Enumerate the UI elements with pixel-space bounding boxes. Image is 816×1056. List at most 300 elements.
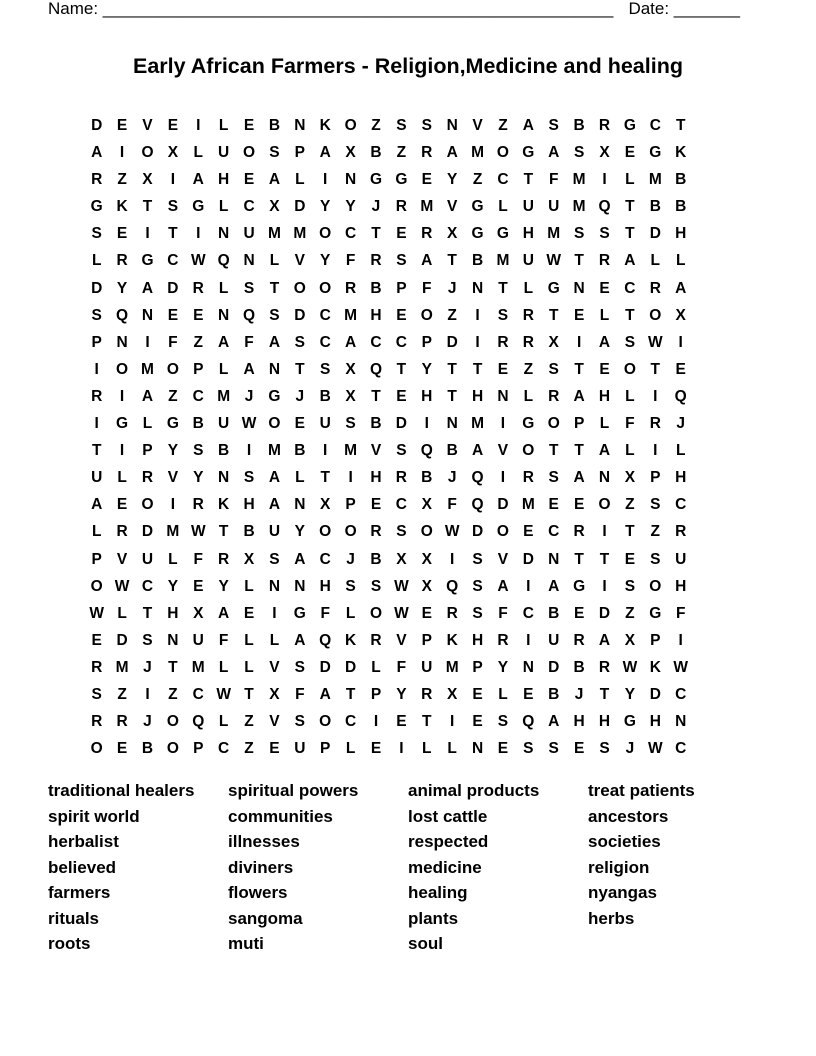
grid-letter[interactable]: X	[269, 198, 280, 216]
grid-letter[interactable]: T	[599, 685, 610, 703]
grid-letter[interactable]: G	[649, 604, 662, 622]
grid-letter[interactable]: O	[598, 496, 611, 514]
grid-letter[interactable]: X	[421, 577, 432, 595]
grid-letter[interactable]: A	[268, 469, 281, 487]
grid-letter[interactable]: F	[548, 171, 559, 189]
grid-letter[interactable]: S	[294, 658, 305, 676]
grid-letter[interactable]: W	[216, 685, 231, 703]
grid-letter[interactable]: M	[445, 658, 459, 676]
grid-letter[interactable]: A	[573, 387, 585, 405]
grid-letter[interactable]: H	[598, 387, 611, 405]
grid-letter[interactable]: C	[345, 713, 357, 731]
grid-letter[interactable]: Z	[650, 523, 661, 541]
grid-letter[interactable]: Q	[369, 360, 383, 378]
grid-letter[interactable]: K	[675, 144, 687, 162]
grid-letter[interactable]: H	[675, 225, 687, 243]
grid-letter[interactable]: T	[142, 604, 153, 622]
grid-letter[interactable]: B	[218, 442, 230, 460]
grid-letter[interactable]: T	[371, 387, 381, 405]
grid-letter[interactable]: B	[192, 415, 204, 433]
grid-letter[interactable]: L	[244, 631, 254, 649]
grid-letter[interactable]: R	[421, 685, 433, 703]
grid-letter[interactable]: F	[675, 604, 686, 622]
grid-letter[interactable]: T	[295, 360, 305, 378]
grid-letter[interactable]: K	[116, 198, 128, 216]
grid-letter[interactable]: V	[116, 550, 128, 568]
grid-letter[interactable]: R	[192, 496, 204, 514]
grid-letter[interactable]: R	[649, 415, 661, 433]
grid-letter[interactable]: E	[573, 604, 585, 622]
grid-letter[interactable]: D	[294, 198, 306, 216]
grid-letter[interactable]: J	[143, 658, 152, 676]
grid-letter[interactable]: P	[396, 279, 407, 297]
grid-letter[interactable]: M	[547, 225, 561, 243]
grid-letter[interactable]: L	[193, 144, 203, 162]
grid-letter[interactable]: R	[116, 713, 128, 731]
grid-letter[interactable]: L	[244, 658, 254, 676]
grid-letter[interactable]: Y	[193, 469, 204, 487]
grid-letter[interactable]: H	[471, 387, 484, 405]
grid-letter[interactable]: W	[114, 577, 130, 595]
grid-letter[interactable]: E	[523, 523, 534, 541]
grid-letter[interactable]: X	[548, 333, 559, 351]
grid-letter[interactable]: S	[472, 550, 483, 568]
grid-letter[interactable]: Y	[320, 198, 331, 216]
grid-letter[interactable]: A	[675, 279, 687, 297]
grid-letter[interactable]: X	[396, 550, 407, 568]
grid-letter[interactable]: E	[243, 604, 255, 622]
grid-letter[interactable]: C	[370, 333, 382, 351]
grid-letter[interactable]: S	[345, 415, 356, 433]
grid-letter[interactable]: V	[269, 713, 280, 731]
grid-letter[interactable]: R	[91, 658, 103, 676]
grid-letter[interactable]: O	[319, 713, 332, 731]
grid-letter[interactable]: Q	[522, 713, 535, 731]
grid-letter[interactable]: U	[421, 658, 433, 676]
grid-letter[interactable]: B	[370, 550, 382, 568]
grid-letter[interactable]: Y	[320, 252, 331, 270]
grid-letter[interactable]: O	[166, 740, 179, 758]
grid-letter[interactable]: A	[548, 144, 560, 162]
grid-letter[interactable]: A	[624, 252, 636, 270]
grid-letter[interactable]: H	[573, 713, 585, 731]
grid-letter[interactable]: P	[320, 740, 331, 758]
grid-letter[interactable]: C	[319, 306, 331, 324]
grid-letter[interactable]: O	[90, 740, 103, 758]
grid-letter[interactable]: Z	[168, 685, 178, 703]
grid-letter[interactable]: T	[168, 658, 178, 676]
grid-letter[interactable]: H	[471, 631, 484, 649]
grid-letter[interactable]: R	[649, 279, 661, 297]
grid-letter[interactable]: R	[395, 198, 407, 216]
grid-letter[interactable]: Q	[217, 252, 230, 270]
grid-letter[interactable]: L	[498, 198, 508, 216]
grid-letter[interactable]: L	[218, 198, 229, 216]
grid-letter[interactable]: D	[91, 279, 103, 297]
grid-letter[interactable]: S	[269, 144, 280, 162]
grid-letter[interactable]: L	[91, 523, 102, 541]
grid-letter[interactable]: O	[268, 415, 281, 433]
grid-letter[interactable]: I	[323, 442, 328, 460]
grid-letter[interactable]: C	[192, 387, 204, 405]
grid-letter[interactable]: I	[94, 360, 99, 378]
grid-letter[interactable]: A	[471, 442, 484, 460]
grid-letter[interactable]: V	[472, 117, 483, 134]
grid-letter[interactable]: Z	[625, 604, 635, 622]
grid-letter[interactable]: I	[526, 631, 531, 649]
grid-letter[interactable]: E	[243, 171, 255, 189]
grid-letter[interactable]: Z	[244, 713, 254, 731]
grid-letter[interactable]: Y	[421, 360, 432, 378]
grid-letter[interactable]: C	[649, 117, 661, 134]
grid-letter[interactable]: T	[91, 442, 102, 460]
grid-letter[interactable]: S	[599, 225, 610, 243]
grid-letter[interactable]: S	[396, 252, 407, 270]
grid-letter[interactable]: A	[141, 387, 154, 405]
grid-letter[interactable]: P	[91, 550, 102, 568]
grid-letter[interactable]: J	[244, 387, 254, 405]
grid-letter[interactable]: T	[447, 360, 457, 378]
grid-letter[interactable]: H	[421, 387, 433, 405]
grid-letter[interactable]: Z	[625, 496, 635, 514]
grid-letter[interactable]: N	[598, 469, 611, 487]
grid-letter[interactable]: Q	[471, 496, 484, 514]
grid-letter[interactable]: I	[526, 577, 531, 595]
grid-letter[interactable]: O	[369, 604, 383, 622]
grid-letter[interactable]: I	[500, 415, 506, 433]
grid-letter[interactable]: E	[573, 496, 585, 514]
grid-letter[interactable]: K	[649, 658, 661, 676]
grid-letter[interactable]: H	[649, 713, 661, 731]
grid-letter[interactable]: F	[447, 496, 457, 514]
grid-letter[interactable]: V	[497, 442, 509, 460]
grid-letter[interactable]: T	[599, 550, 610, 568]
grid-letter[interactable]: I	[424, 415, 429, 433]
grid-letter[interactable]: T	[548, 442, 559, 460]
grid-letter[interactable]: Z	[117, 685, 127, 703]
grid-letter[interactable]: V	[446, 198, 458, 216]
grid-letter[interactable]: N	[675, 713, 687, 731]
grid-letter[interactable]: D	[471, 523, 484, 541]
grid-letter[interactable]: V	[370, 442, 382, 460]
grid-letter[interactable]: X	[167, 144, 179, 162]
grid-letter[interactable]: I	[653, 442, 658, 460]
grid-letter[interactable]: S	[548, 740, 559, 758]
grid-letter[interactable]: L	[599, 415, 610, 433]
grid-letter[interactable]: J	[143, 713, 152, 731]
grid-letter[interactable]: D	[91, 117, 103, 134]
grid-letter[interactable]: T	[320, 469, 330, 487]
grid-letter[interactable]: L	[269, 252, 280, 270]
grid-letter[interactable]: T	[168, 225, 178, 243]
grid-letter[interactable]: P	[421, 631, 432, 649]
grid-letter[interactable]: D	[522, 550, 534, 568]
grid-letter[interactable]: U	[91, 469, 103, 487]
grid-letter[interactable]: H	[167, 604, 179, 622]
grid-letter[interactable]: O	[166, 360, 179, 378]
grid-letter[interactable]: P	[650, 631, 661, 649]
grid-letter[interactable]: A	[268, 333, 281, 351]
grid-letter[interactable]: X	[142, 171, 153, 189]
grid-letter[interactable]: E	[497, 360, 509, 378]
grid-letter[interactable]: R	[141, 469, 154, 487]
grid-letter[interactable]: H	[522, 225, 534, 243]
grid-letter[interactable]: X	[446, 225, 458, 243]
grid-letter[interactable]: S	[421, 117, 432, 134]
grid-letter[interactable]: H	[243, 496, 255, 514]
grid-letter[interactable]: S	[396, 442, 407, 460]
grid-letter[interactable]: H	[598, 713, 611, 731]
grid-letter[interactable]: G	[268, 387, 281, 405]
grid-letter[interactable]: A	[446, 144, 458, 162]
grid-letter[interactable]: M	[191, 658, 205, 676]
grid-letter[interactable]: P	[421, 333, 432, 351]
grid-letter[interactable]: M	[166, 523, 180, 541]
grid-letter[interactable]: N	[471, 279, 484, 297]
grid-letter[interactable]: T	[142, 198, 153, 216]
grid-letter[interactable]: O	[319, 225, 332, 243]
grid-letter[interactable]: P	[573, 415, 585, 433]
grid-letter[interactable]: A	[497, 577, 509, 595]
grid-letter[interactable]: E	[91, 631, 102, 649]
grid-letter[interactable]: R	[446, 604, 458, 622]
grid-letter[interactable]: K	[218, 496, 230, 514]
grid-letter[interactable]: L	[523, 387, 534, 405]
grid-letter[interactable]: J	[447, 469, 457, 487]
grid-letter[interactable]: V	[142, 117, 153, 134]
grid-letter[interactable]: O	[623, 360, 636, 378]
grid-letter[interactable]: L	[498, 685, 508, 703]
grid-letter[interactable]: A	[268, 171, 281, 189]
grid-letter[interactable]: N	[218, 306, 230, 324]
grid-letter[interactable]: Y	[345, 198, 356, 216]
grid-letter[interactable]: C	[319, 333, 331, 351]
grid-letter[interactable]: G	[141, 252, 154, 270]
grid-letter[interactable]: M	[267, 442, 281, 460]
grid-letter[interactable]: Y	[218, 577, 229, 595]
grid-letter[interactable]: O	[420, 306, 433, 324]
grid-letter[interactable]: Y	[294, 523, 305, 541]
grid-letter[interactable]: P	[345, 496, 356, 514]
grid-letter[interactable]: G	[649, 144, 662, 162]
grid-letter[interactable]: T	[218, 523, 229, 541]
grid-letter[interactable]: S	[269, 306, 280, 324]
grid-letter[interactable]: S	[142, 631, 153, 649]
grid-letter[interactable]: R	[497, 333, 509, 351]
grid-letter[interactable]: W	[673, 658, 688, 676]
grid-letter[interactable]: C	[218, 740, 230, 758]
grid-letter[interactable]: W	[241, 415, 257, 433]
grid-letter[interactable]: U	[141, 550, 154, 568]
grid-letter[interactable]: A	[598, 333, 611, 351]
grid-letter[interactable]: I	[450, 713, 455, 731]
grid-letter[interactable]: I	[602, 577, 607, 595]
grid-letter[interactable]: I	[475, 333, 480, 351]
grid-letter[interactable]: Z	[244, 740, 254, 758]
grid-letter[interactable]: M	[293, 225, 307, 243]
grid-letter[interactable]: Q	[446, 577, 459, 595]
grid-letter[interactable]: G	[623, 713, 636, 731]
grid-letter[interactable]: O	[344, 523, 357, 541]
grid-letter[interactable]: T	[498, 279, 508, 297]
grid-letter[interactable]: T	[574, 550, 584, 568]
grid-letter[interactable]: E	[421, 604, 432, 622]
grid-letter[interactable]: L	[117, 604, 127, 622]
grid-letter[interactable]: S	[370, 577, 382, 595]
grid-letter[interactable]: S	[243, 279, 255, 297]
grid-letter[interactable]: M	[115, 658, 129, 676]
grid-letter[interactable]: D	[141, 523, 154, 541]
grid-letter[interactable]: G	[496, 225, 509, 243]
grid-letter[interactable]: I	[170, 496, 176, 514]
grid-letter[interactable]: S	[548, 360, 559, 378]
grid-letter[interactable]: A	[548, 713, 560, 731]
grid-letter[interactable]: D	[598, 604, 611, 622]
grid-letter[interactable]: Y	[116, 279, 128, 297]
grid-letter[interactable]: L	[345, 604, 356, 622]
grid-letter[interactable]: W	[622, 658, 638, 676]
grid-letter[interactable]: D	[167, 279, 179, 297]
grid-letter[interactable]: K	[319, 117, 331, 134]
grid-letter[interactable]: G	[573, 577, 586, 595]
grid-letter[interactable]: L	[91, 252, 102, 270]
grid-letter[interactable]: L	[650, 252, 661, 270]
grid-letter[interactable]: N	[116, 333, 128, 351]
grid-letter[interactable]: N	[548, 550, 560, 568]
grid-letter[interactable]: B	[675, 198, 687, 216]
grid-letter[interactable]: G	[623, 117, 636, 134]
grid-letter[interactable]: E	[523, 685, 534, 703]
grid-letter[interactable]: E	[370, 740, 382, 758]
grid-letter[interactable]: F	[218, 631, 229, 649]
grid-letter[interactable]: D	[345, 658, 357, 676]
grid-letter[interactable]: B	[243, 523, 255, 541]
grid-letter[interactable]: I	[678, 631, 683, 649]
grid-letter[interactable]: N	[573, 279, 585, 297]
grid-letter[interactable]: R	[345, 279, 357, 297]
grid-letter[interactable]: U	[548, 198, 560, 216]
grid-letter[interactable]: E	[624, 144, 636, 162]
grid-letter[interactable]: E	[396, 225, 407, 243]
grid-letter[interactable]: X	[446, 685, 458, 703]
grid-letter[interactable]: U	[218, 144, 230, 162]
grid-letter[interactable]: I	[119, 144, 125, 162]
grid-letter[interactable]: B	[675, 171, 687, 189]
grid-letter[interactable]: X	[345, 387, 356, 405]
grid-letter[interactable]: C	[675, 685, 687, 703]
grid-letter[interactable]: C	[395, 333, 407, 351]
grid-letter[interactable]: I	[399, 740, 404, 758]
grid-letter[interactable]: N	[471, 740, 484, 758]
grid-letter[interactable]: M	[141, 360, 154, 378]
grid-letter[interactable]: Y	[624, 685, 636, 703]
grid-letter[interactable]: U	[675, 550, 687, 568]
grid-letter[interactable]: U	[522, 198, 534, 216]
grid-letter[interactable]: R	[598, 252, 611, 270]
grid-letter[interactable]: L	[599, 306, 610, 324]
grid-letter[interactable]: G	[471, 198, 484, 216]
grid-letter[interactable]: E	[396, 713, 407, 731]
grid-letter[interactable]: A	[548, 577, 560, 595]
grid-letter[interactable]: S	[599, 740, 610, 758]
grid-letter[interactable]: F	[422, 279, 432, 297]
grid-letter[interactable]: T	[625, 198, 635, 216]
grid-letter[interactable]: D	[548, 658, 560, 676]
grid-letter[interactable]: D	[319, 658, 331, 676]
grid-letter[interactable]: C	[675, 496, 687, 514]
grid-letter[interactable]: X	[345, 144, 356, 162]
grid-letter[interactable]: X	[624, 631, 636, 649]
grid-letter[interactable]: J	[625, 740, 635, 758]
grid-letter[interactable]: Z	[117, 171, 127, 189]
grid-letter[interactable]: T	[371, 225, 381, 243]
grid-letter[interactable]: L	[675, 442, 686, 460]
grid-letter[interactable]: O	[420, 523, 433, 541]
grid-letter[interactable]: E	[243, 117, 255, 134]
grid-letter[interactable]: P	[193, 360, 204, 378]
grid-letter[interactable]: A	[345, 333, 357, 351]
grid-letter[interactable]: R	[218, 550, 230, 568]
grid-letter[interactable]: Q	[420, 442, 433, 460]
grid-letter[interactable]: T	[523, 171, 534, 189]
grid-letter[interactable]: T	[422, 713, 432, 731]
grid-letter[interactable]: S	[548, 469, 559, 487]
grid-letter[interactable]: A	[91, 496, 103, 514]
grid-letter[interactable]: H	[370, 306, 382, 324]
grid-letter[interactable]: W	[190, 523, 206, 541]
grid-letter[interactable]: V	[294, 252, 305, 270]
grid-letter[interactable]: I	[145, 333, 150, 351]
grid-letter[interactable]: B	[141, 740, 154, 758]
grid-letter[interactable]: S	[548, 117, 559, 134]
grid-letter[interactable]: N	[497, 387, 509, 405]
grid-letter[interactable]: Q	[116, 306, 129, 324]
grid-letter[interactable]: A	[598, 442, 611, 460]
grid-letter[interactable]: R	[573, 631, 585, 649]
grid-letter[interactable]: S	[167, 198, 179, 216]
grid-letter[interactable]: I	[373, 713, 379, 731]
grid-letter[interactable]: W	[444, 523, 460, 541]
grid-letter[interactable]: R	[395, 469, 407, 487]
grid-letter[interactable]: W	[546, 252, 562, 270]
grid-letter[interactable]: A	[294, 631, 306, 649]
grid-letter[interactable]: O	[649, 577, 662, 595]
grid-letter[interactable]: S	[345, 577, 356, 595]
grid-letter[interactable]: E	[497, 740, 509, 758]
grid-letter[interactable]: R	[421, 225, 433, 243]
grid-letter[interactable]: T	[625, 523, 635, 541]
grid-letter[interactable]: R	[598, 117, 611, 134]
grid-letter[interactable]: C	[395, 496, 407, 514]
grid-letter[interactable]: R	[370, 523, 382, 541]
grid-letter[interactable]: L	[625, 387, 635, 405]
grid-letter[interactable]: I	[145, 225, 150, 243]
grid-letter[interactable]: T	[548, 306, 559, 324]
grid-letter[interactable]: N	[268, 577, 281, 595]
grid-letter[interactable]: S	[91, 685, 102, 703]
grid-letter[interactable]: F	[244, 333, 254, 351]
grid-letter[interactable]: E	[396, 387, 407, 405]
grid-letter[interactable]: O	[116, 360, 129, 378]
grid-letter[interactable]: C	[167, 252, 179, 270]
grid-letter[interactable]: S	[91, 306, 102, 324]
grid-letter[interactable]: R	[522, 306, 534, 324]
grid-letter[interactable]: M	[572, 198, 586, 216]
grid-letter[interactable]: F	[320, 604, 330, 622]
grid-letter[interactable]: E	[548, 496, 559, 514]
grid-letter[interactable]: X	[599, 144, 610, 162]
grid-letter[interactable]: Y	[167, 577, 179, 595]
